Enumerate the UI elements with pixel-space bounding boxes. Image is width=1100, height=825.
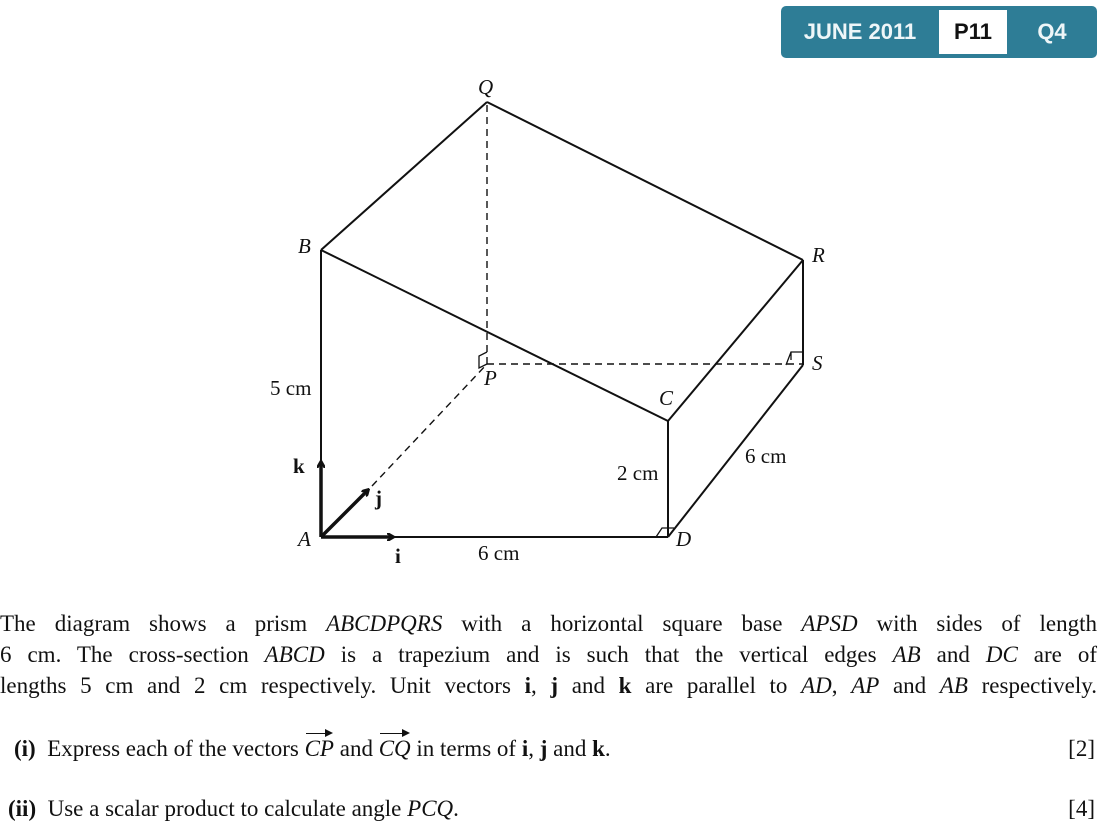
length-ds: 6 cm <box>745 444 787 468</box>
vector-j: j <box>539 736 548 761</box>
statement-text: are of <box>1017 642 1097 667</box>
angle-pcq: PCQ <box>407 796 454 821</box>
statement-text: and <box>879 673 940 698</box>
question-text: . <box>453 796 459 821</box>
question-text: and <box>333 736 379 761</box>
statement-text: The diagram shows a prism <box>0 611 327 636</box>
math-term: AP <box>851 673 880 698</box>
edge-ap-hidden <box>372 364 487 486</box>
vector-i: i <box>521 736 529 761</box>
problem-statement <box>0 608 1097 701</box>
vector-k: k <box>592 736 605 761</box>
question-part-i <box>14 736 611 762</box>
right-angle-s <box>786 352 803 365</box>
statement-text: 6 cm. The cross-section <box>0 642 265 667</box>
label-a: A <box>298 527 311 551</box>
question-text: and <box>547 736 593 761</box>
edge-cr <box>668 260 803 421</box>
unit-vector-j <box>321 490 368 537</box>
question-text: in terms of <box>410 736 522 761</box>
math-term: AD <box>801 673 832 698</box>
statement-text: is a trapezium and is such that the vertical edges <box>324 642 893 667</box>
edge-bc <box>321 250 668 421</box>
vector-cq: CQ <box>378 736 411 761</box>
vector-symbol: j <box>550 673 559 698</box>
marks-part-i: [2] <box>1068 736 1095 761</box>
edge-qr <box>487 102 803 260</box>
statement-text: and <box>558 673 619 698</box>
vector-symbol: i <box>524 673 531 698</box>
label-r: R <box>812 243 825 267</box>
label-p: P <box>484 366 497 390</box>
statement-text: and <box>920 642 986 667</box>
math-term: ABCDPQRS <box>326 611 443 636</box>
statement-line <box>0 639 1097 670</box>
statement-line <box>0 608 1097 639</box>
statement-text: , <box>530 673 551 698</box>
label-i: i <box>395 544 401 568</box>
statement-line <box>0 670 1097 701</box>
edge-bq <box>321 102 487 250</box>
question-part-ii <box>8 796 459 822</box>
math-term: AB <box>939 673 968 698</box>
label-k: k <box>293 454 305 478</box>
badge-question: Q4 <box>1037 19 1067 44</box>
part-number: (ii) <box>8 796 37 821</box>
math-term: AB <box>892 642 921 667</box>
part-number: (i) <box>14 736 36 761</box>
vector-cp: CP <box>304 736 334 761</box>
statement-text: with sides of length <box>857 611 1097 636</box>
label-d: D <box>676 527 692 551</box>
label-b: B <box>298 234 311 258</box>
math-term: DC <box>985 642 1018 667</box>
statement-text: , <box>831 673 852 698</box>
math-term: ABCD <box>264 642 325 667</box>
statement-text: respectively. <box>967 673 1098 698</box>
label-q: Q <box>478 75 494 99</box>
length-ab: 5 cm <box>270 376 312 400</box>
vector-symbol: k <box>618 673 632 698</box>
statement-text: lengths 5 cm and 2 cm respectively. Unit vectors <box>0 673 525 698</box>
marks-part-ii: [4] <box>1068 796 1095 821</box>
badge-paper: P11 <box>939 10 1007 54</box>
question-text: Use a scalar product to calculate angle <box>47 796 408 821</box>
question-text: . <box>604 736 611 761</box>
label-s: S <box>812 351 823 375</box>
question-text: , <box>528 736 540 761</box>
length-dc: 2 cm <box>617 461 659 485</box>
statement-text: with a horizontal square base <box>442 611 802 636</box>
label-j: j <box>375 486 382 510</box>
label-c: C <box>659 386 674 410</box>
statement-text: are parallel to <box>631 673 802 698</box>
question-text: Express each of the vectors <box>47 736 305 761</box>
length-ad: 6 cm <box>478 541 520 565</box>
badge-session: JUNE 2011 <box>803 19 917 44</box>
math-term: APSD <box>801 611 858 636</box>
